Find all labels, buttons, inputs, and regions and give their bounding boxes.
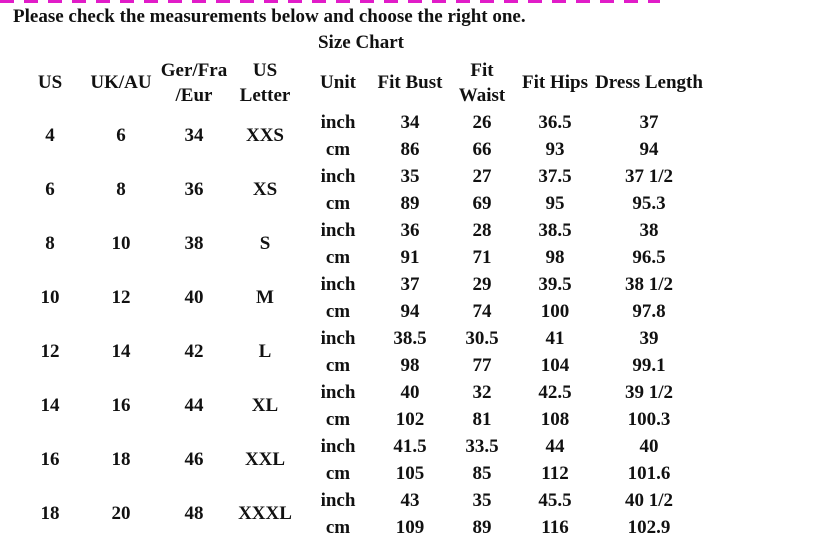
bust-cm: 86 — [400, 139, 420, 160]
size-eur: 46 — [184, 449, 204, 470]
size-eur: 42 — [184, 341, 204, 362]
waist-cm: 85 — [472, 463, 492, 484]
size-ukau: 8 — [116, 179, 126, 200]
size-us: 10 — [40, 287, 60, 308]
unit-cm: cm — [325, 247, 351, 268]
hips-inch: 38.5 — [538, 220, 572, 241]
bust-cm: 109 — [395, 517, 425, 538]
hips-cm: 93 — [545, 139, 565, 160]
size-us: 12 — [40, 341, 60, 362]
length-cm: 99.1 — [632, 355, 666, 376]
bust-inch: 36 — [400, 220, 420, 241]
header-us: US — [37, 72, 63, 93]
waist-cm: 66 — [472, 139, 492, 160]
header-ukau: UK/AU — [90, 72, 152, 93]
waist-cm: 89 — [472, 517, 492, 538]
hips-inch: 42.5 — [538, 382, 572, 403]
bust-cm: 105 — [395, 463, 425, 484]
length-inch: 38 1/2 — [624, 274, 674, 295]
unit-inch: inch — [320, 220, 356, 241]
bust-inch: 34 — [400, 112, 420, 133]
header-fit-hips: Fit Hips — [522, 72, 588, 93]
bust-inch: 41.5 — [393, 436, 427, 457]
size-us: 4 — [45, 125, 55, 146]
hips-inch: 37.5 — [538, 166, 572, 187]
unit-cm: cm — [325, 301, 351, 322]
length-inch: 40 — [639, 436, 659, 457]
bust-cm: 89 — [400, 193, 420, 214]
size-us-letter: XXL — [244, 449, 286, 470]
unit-inch: inch — [320, 112, 356, 133]
size-us-letter: XS — [252, 179, 278, 200]
length-inch: 37 — [639, 112, 659, 133]
unit-cm: cm — [325, 409, 351, 430]
length-cm: 97.8 — [632, 301, 666, 322]
header-fit-bust: Fit Bust — [377, 72, 443, 93]
chart-title: Size Chart — [317, 32, 405, 53]
size-us-letter: XL — [251, 395, 279, 416]
bust-inch: 35 — [400, 166, 420, 187]
unit-cm: cm — [325, 193, 351, 214]
size-us: 8 — [45, 233, 55, 254]
size-us-letter: M — [256, 287, 274, 308]
waist-inch: 30.5 — [465, 328, 499, 349]
waist-cm: 74 — [472, 301, 492, 322]
header-waist-line1: Fit — [470, 60, 494, 81]
hips-inch: 36.5 — [538, 112, 572, 133]
size-ukau: 18 — [111, 449, 131, 470]
bust-inch: 37 — [400, 274, 420, 295]
size-ukau: 6 — [116, 125, 126, 146]
hips-cm: 116 — [541, 517, 569, 538]
header-usletter-line2: Letter — [239, 85, 291, 106]
waist-inch: 27 — [472, 166, 492, 187]
unit-inch: inch — [320, 328, 356, 349]
hips-cm: 112 — [541, 463, 569, 484]
header-usletter-line1: US — [252, 60, 278, 81]
unit-cm: cm — [325, 355, 351, 376]
length-cm: 96.5 — [632, 247, 666, 268]
size-us: 14 — [40, 395, 60, 416]
hips-inch: 39.5 — [538, 274, 572, 295]
hips-cm: 108 — [540, 409, 570, 430]
unit-inch: inch — [320, 490, 356, 511]
size-ukau: 10 — [111, 233, 131, 254]
size-eur: 40 — [184, 287, 204, 308]
length-inch: 37 1/2 — [624, 166, 674, 187]
waist-cm: 77 — [472, 355, 492, 376]
cropped-pink-text-strip — [0, 0, 660, 3]
hips-cm: 95 — [545, 193, 565, 214]
unit-inch: inch — [320, 382, 356, 403]
size-us: 16 — [40, 449, 60, 470]
size-eur: 36 — [184, 179, 204, 200]
waist-inch: 32 — [472, 382, 492, 403]
length-cm: 101.6 — [627, 463, 671, 484]
length-inch: 40 1/2 — [624, 490, 674, 511]
size-us: 18 — [40, 503, 60, 524]
length-cm: 94 — [639, 139, 659, 160]
bust-inch: 43 — [400, 490, 420, 511]
hips-inch: 44 — [545, 436, 565, 457]
size-eur: 38 — [184, 233, 204, 254]
unit-cm: cm — [325, 517, 351, 538]
header-fit-waist — [459, 58, 505, 108]
unit-inch: inch — [320, 436, 356, 457]
size-us-letter: L — [258, 341, 272, 362]
length-inch: 39 1/2 — [624, 382, 674, 403]
length-inch: 38 — [639, 220, 659, 241]
bust-cm: 91 — [400, 247, 420, 268]
waist-cm: 81 — [472, 409, 492, 430]
hips-cm: 100 — [540, 301, 570, 322]
size-us-letter: S — [259, 233, 271, 254]
size-ukau: 20 — [111, 503, 131, 524]
waist-inch: 26 — [472, 112, 492, 133]
waist-inch: 33.5 — [465, 436, 499, 457]
length-inch: 39 — [639, 328, 659, 349]
length-cm: 95.3 — [632, 193, 666, 214]
size-eur: 44 — [184, 395, 204, 416]
size-eur: 34 — [184, 125, 204, 146]
header-us-letter — [240, 58, 291, 108]
size-ukau: 12 — [111, 287, 131, 308]
size-us-letter: XXXL — [238, 503, 292, 524]
bust-inch: 38.5 — [393, 328, 427, 349]
unit-cm: cm — [325, 139, 351, 160]
waist-cm: 71 — [472, 247, 492, 268]
header-gerfra-line2: /Eur — [175, 85, 213, 106]
header-unit: Unit — [320, 72, 356, 93]
hips-cm: 98 — [545, 247, 565, 268]
waist-inch: 29 — [472, 274, 492, 295]
header-waist-line2: Waist — [458, 85, 506, 106]
waist-cm: 69 — [472, 193, 492, 214]
bust-inch: 40 — [400, 382, 420, 403]
hips-cm: 104 — [540, 355, 570, 376]
length-cm: 102.9 — [627, 517, 671, 538]
waist-inch: 35 — [472, 490, 492, 511]
header-gerfra-line1: Ger/Fra — [160, 60, 228, 81]
header-gerfra-eur — [161, 58, 227, 108]
size-eur: 48 — [184, 503, 204, 524]
unit-inch: inch — [320, 166, 356, 187]
unit-inch: inch — [320, 274, 356, 295]
unit-cm: cm — [325, 463, 351, 484]
length-cm: 100.3 — [627, 409, 671, 430]
size-ukau: 16 — [111, 395, 131, 416]
header-dress-length: Dress Length — [595, 72, 703, 93]
bust-cm: 98 — [400, 355, 420, 376]
instruction-note: Please check the measurements below and choose the right one. — [13, 6, 526, 27]
bust-cm: 102 — [395, 409, 425, 430]
hips-inch: 41 — [545, 328, 565, 349]
size-ukau: 14 — [111, 341, 131, 362]
size-us: 6 — [45, 179, 55, 200]
waist-inch: 28 — [472, 220, 492, 241]
hips-inch: 45.5 — [538, 490, 572, 511]
size-us-letter: XXS — [245, 125, 285, 146]
bust-cm: 94 — [400, 301, 420, 322]
